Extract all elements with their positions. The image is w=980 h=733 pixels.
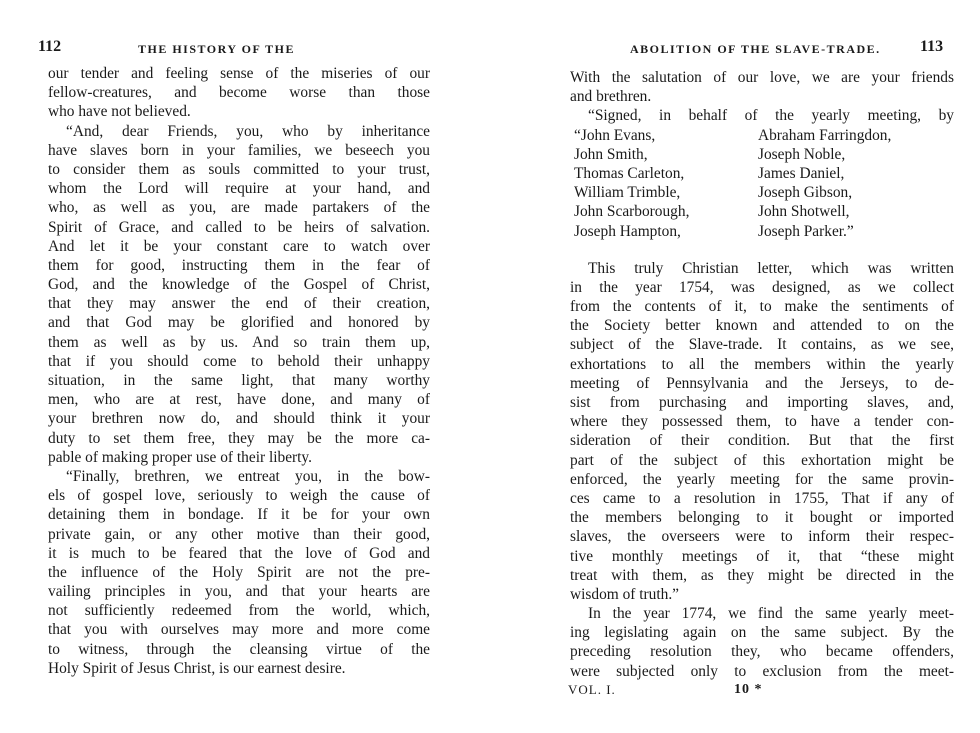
- text-line: In the year 1774, we find the same yearly meet-: [588, 605, 954, 623]
- text-line: the influence of the Holy Spirit are not the pre-: [48, 563, 430, 581]
- text-line: to witness, through the cleansing virtue of the: [48, 640, 430, 658]
- text-line: ing legislating again on the same subject. By the: [570, 624, 954, 642]
- text-line: it is much to be feared that the love of God and: [48, 544, 430, 562]
- paragraph-gap: [570, 241, 954, 259]
- text-line: detaining them in bondage. If it be for your own: [48, 506, 430, 524]
- text-line: in the year 1754, was designed, as we collect: [570, 278, 954, 296]
- text-line: have slaves born in your families, we beseech you: [48, 141, 430, 159]
- text-line: And let it be your constant care to watch over: [48, 237, 430, 255]
- signer-name: John Scarborough,: [574, 203, 690, 221]
- text-line: vailing principles in you, and that your hearts are: [48, 583, 430, 601]
- text-line: them as well as by us. And so train them up,: [48, 333, 430, 351]
- text-line: “And, dear Friends, you, who by inheritance: [66, 122, 430, 140]
- signer-name: Thomas Carleton,: [574, 164, 685, 182]
- text-line: duty to set them free, they may be the more ca-: [48, 429, 430, 447]
- text-line: part of the subject of this exhortation might be: [570, 451, 954, 469]
- text-line: and brethren.: [570, 88, 652, 106]
- text-line: slaves, the overseers were to inform their respec-: [570, 528, 954, 546]
- text-line: subject of the Slave-trade. It contains, as we see,: [570, 336, 954, 354]
- signers-list: [570, 126, 954, 241]
- text-line: not sufficiently redeemed from the world, which,: [48, 602, 430, 620]
- text-line: who, as well as you, are made partakers of the: [48, 199, 430, 217]
- text-line: that they may answer the end of their creation,: [48, 295, 430, 313]
- text-line: wisdom of truth.”: [570, 585, 680, 603]
- text-line: With the salutation of our love, we are your friends: [570, 69, 954, 86]
- text-line: that you with ourselves may more and more come: [48, 621, 430, 639]
- text-line: private gain, or any other motive than their good,: [48, 525, 430, 543]
- text-line: “Finally, brethren, we entreat you, in the bow-: [66, 467, 430, 485]
- text-line: tive monthly meetings of it, that “these might: [570, 547, 954, 565]
- right-page-body: [570, 68, 954, 681]
- text-line: enforced, the yearly meeting for the same provin-: [570, 470, 954, 488]
- page-number-right: 113: [920, 38, 944, 55]
- text-line: sist from purchasing and importing slaves, and,: [570, 394, 954, 411]
- page-number-left: 112: [38, 38, 62, 55]
- text-line: sideration of their condition. But that the first: [570, 432, 954, 450]
- signer-name: Joseph Parker.”: [758, 222, 854, 240]
- text-line: whom the Lord will require at your hand, and: [48, 180, 430, 198]
- text-line: pable of making proper use of their liberty.: [48, 448, 312, 466]
- text-line: exhortations to all the members within the yearly: [570, 355, 954, 373]
- signer-name: James Daniel,: [758, 164, 845, 182]
- signer-name: Joseph Gibson,: [758, 184, 853, 202]
- signer-name: Joseph Noble,: [758, 145, 846, 163]
- text-line: men, who are at rest, have done, and many of: [48, 391, 430, 409]
- text-line: “Signed, in behalf of the yearly meeting, by: [588, 107, 954, 125]
- text-line: fellow-creatures, and become worse than those: [48, 84, 430, 102]
- text-line: Holy Spirit of Jesus Christ, is our earnest desire.: [48, 659, 346, 677]
- gathering-mark: 10 *: [734, 682, 763, 697]
- text-line: God, and the knowledge of the Gospel of Christ,: [48, 276, 430, 294]
- text-line: to consider them as souls committed to your trust,: [48, 160, 430, 178]
- text-line: who have not believed.: [48, 103, 191, 121]
- text-line: our tender and feeling sense of the miseries of our: [48, 65, 430, 82]
- text-line: that if you should come to behold their unhappy: [48, 352, 430, 370]
- text-line: and that God may be glorified and honored by: [48, 314, 430, 332]
- text-line: from the contents of it, to make the sentiments of: [570, 298, 954, 316]
- text-line: els of gospel love, seriously to weigh the cause of: [48, 487, 430, 505]
- signer-name: John Shotwell,: [758, 203, 850, 221]
- signer-name: Joseph Hampton,: [574, 222, 681, 240]
- text-line: where they possessed them, to have a tender con-: [570, 413, 954, 431]
- signer-name: William Trimble,: [574, 184, 681, 202]
- text-line: ces came to a resolution in 1755, That if any of: [570, 489, 954, 507]
- text-line: your brethren now do, and should think it your: [48, 410, 430, 428]
- signer-name: “John Evans,: [574, 126, 656, 144]
- text-line: the members belonging to it bought or imported: [570, 509, 954, 527]
- text-line: treat with them, as they might be directed in the: [570, 566, 954, 584]
- text-line: situation, in the same light, that many worthy: [48, 372, 430, 389]
- text-line: the Society better known and attended to on the: [570, 317, 954, 335]
- text-line: meeting of Pennsylvania and the Jerseys, to de-: [570, 374, 954, 392]
- signer-name: Abraham Farringdon,: [758, 126, 892, 144]
- signer-name: John Smith,: [574, 145, 648, 163]
- running-head-left: THE HISTORY OF THE: [138, 42, 295, 56]
- right-page: [490, 0, 980, 733]
- text-line: them for good, instructing them in the fear of: [48, 256, 430, 274]
- text-line: Spirit of Grace, and called to be heirs of salvation.: [48, 218, 430, 236]
- text-line: preceding resolution they, who became offenders,: [570, 643, 954, 661]
- text-line: were subjected only to exclusion from the meet-: [570, 662, 954, 680]
- running-head-right: ABOLITION OF THE SLAVE-TRADE.: [630, 42, 881, 56]
- volume-signature: VOL. I.: [568, 682, 616, 697]
- text-line: This truly Christian letter, which was written: [588, 259, 954, 277]
- left-page-body: [48, 64, 430, 678]
